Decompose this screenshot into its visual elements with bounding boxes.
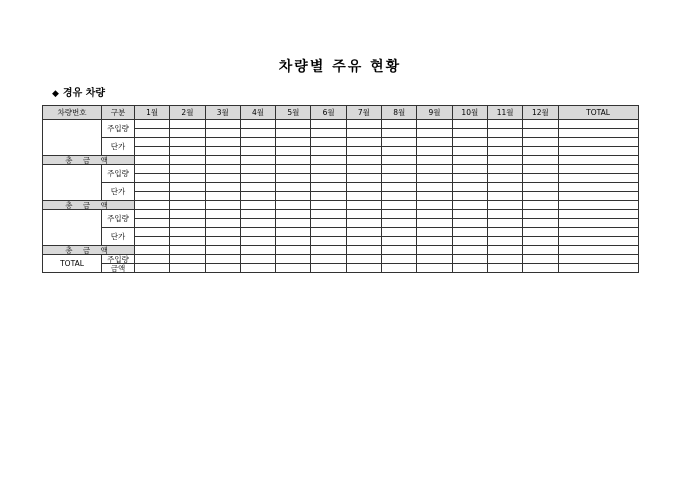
value-cell[interactable] [135, 264, 170, 273]
header-cell: TOTAL [558, 106, 638, 120]
value-cell[interactable] [382, 237, 417, 246]
value-cell[interactable] [558, 264, 638, 273]
value-cell[interactable] [523, 237, 558, 246]
value-cell[interactable] [205, 210, 240, 219]
value-cell[interactable] [417, 120, 452, 129]
value-cell[interactable] [205, 246, 240, 255]
value-cell[interactable] [135, 228, 170, 237]
header-cell: 2월 [170, 106, 205, 120]
value-cell[interactable] [276, 183, 311, 192]
value-cell[interactable] [205, 120, 240, 129]
value-cell[interactable] [276, 174, 311, 183]
header-row [43, 106, 639, 120]
value-cell[interactable] [276, 192, 311, 201]
value-cell[interactable] [276, 201, 311, 210]
value-cell[interactable] [135, 210, 170, 219]
value-cell[interactable] [276, 147, 311, 156]
value-cell[interactable] [311, 138, 346, 147]
value-cell[interactable] [170, 264, 205, 273]
value-cell[interactable] [487, 246, 522, 255]
value-cell[interactable] [170, 138, 205, 147]
value-cell[interactable] [523, 192, 558, 201]
value-cell[interactable] [523, 147, 558, 156]
header-cell: 7월 [346, 106, 381, 120]
value-cell[interactable] [276, 246, 311, 255]
value-cell[interactable] [487, 147, 522, 156]
value-cell[interactable] [170, 147, 205, 156]
header-cell: 4월 [240, 106, 275, 120]
value-cell[interactable] [135, 129, 170, 138]
value-cell[interactable] [205, 174, 240, 183]
value-cell[interactable] [417, 255, 452, 264]
table-row [43, 120, 639, 129]
quantity-label: 주입량 [102, 210, 135, 228]
value-cell[interactable] [382, 219, 417, 228]
value-cell[interactable] [346, 165, 381, 174]
value-cell[interactable] [452, 174, 487, 183]
value-cell[interactable] [558, 156, 638, 165]
value-cell[interactable] [487, 264, 522, 273]
value-cell[interactable] [240, 237, 275, 246]
value-cell[interactable] [205, 201, 240, 210]
value-cell[interactable] [240, 120, 275, 129]
value-cell[interactable] [558, 129, 638, 138]
value-cell[interactable] [205, 219, 240, 228]
value-cell[interactable] [558, 147, 638, 156]
value-cell[interactable] [311, 183, 346, 192]
value-cell[interactable] [276, 219, 311, 228]
value-cell[interactable] [205, 192, 240, 201]
value-cell[interactable] [558, 219, 638, 228]
value-cell[interactable] [311, 210, 346, 219]
value-cell[interactable] [346, 174, 381, 183]
header-cell: 1월 [135, 106, 170, 120]
value-cell[interactable] [135, 183, 170, 192]
value-cell[interactable] [558, 183, 638, 192]
value-cell[interactable] [382, 246, 417, 255]
value-cell[interactable] [523, 264, 558, 273]
value-cell[interactable] [170, 192, 205, 201]
value-cell[interactable] [523, 219, 558, 228]
table-row [43, 201, 639, 210]
value-cell[interactable] [205, 147, 240, 156]
value-cell[interactable] [276, 138, 311, 147]
value-cell[interactable] [558, 174, 638, 183]
section-label: 경유 차량 [62, 88, 106, 99]
vehicle-number-cell[interactable] [43, 120, 102, 156]
value-cell[interactable] [417, 219, 452, 228]
value-cell[interactable] [346, 264, 381, 273]
value-cell[interactable] [487, 183, 522, 192]
value-cell[interactable] [311, 255, 346, 264]
value-cell[interactable] [240, 156, 275, 165]
value-cell[interactable] [240, 219, 275, 228]
value-cell[interactable] [240, 138, 275, 147]
value-cell[interactable] [382, 129, 417, 138]
value-cell[interactable] [558, 201, 638, 210]
value-cell[interactable] [135, 138, 170, 147]
value-cell[interactable] [205, 228, 240, 237]
grand-total-label: TOTAL [43, 255, 102, 273]
value-cell[interactable] [170, 237, 205, 246]
value-cell[interactable] [417, 210, 452, 219]
value-cell[interactable] [417, 237, 452, 246]
value-cell[interactable] [417, 156, 452, 165]
value-cell[interactable] [382, 174, 417, 183]
quantity-label: 주입량 [102, 120, 135, 138]
value-cell[interactable] [487, 255, 522, 264]
value-cell[interactable] [417, 183, 452, 192]
value-cell[interactable] [417, 201, 452, 210]
value-cell[interactable] [382, 192, 417, 201]
value-cell[interactable] [452, 237, 487, 246]
value-cell[interactable] [382, 201, 417, 210]
value-cell[interactable] [346, 219, 381, 228]
value-cell[interactable] [382, 120, 417, 129]
value-cell[interactable] [382, 138, 417, 147]
value-cell[interactable] [452, 219, 487, 228]
header-cell: 차량번호 [43, 106, 102, 120]
value-cell[interactable] [523, 174, 558, 183]
value-cell[interactable] [311, 228, 346, 237]
value-cell[interactable] [346, 210, 381, 219]
table-row [43, 210, 639, 219]
value-cell[interactable] [170, 174, 205, 183]
value-cell[interactable] [558, 228, 638, 237]
value-cell[interactable] [382, 264, 417, 273]
value-cell[interactable] [205, 264, 240, 273]
value-cell[interactable] [170, 165, 205, 174]
value-cell[interactable] [170, 255, 205, 264]
value-cell[interactable] [135, 201, 170, 210]
header-cell: 구분 [102, 106, 135, 120]
value-cell[interactable] [417, 147, 452, 156]
value-cell[interactable] [135, 147, 170, 156]
value-cell[interactable] [311, 147, 346, 156]
unit-price-label: 단가 [102, 138, 135, 156]
value-cell[interactable] [558, 120, 638, 129]
quantity-label: 주입량 [102, 165, 135, 183]
value-cell[interactable] [311, 174, 346, 183]
value-cell[interactable] [487, 138, 522, 147]
header-cell: 10월 [452, 106, 487, 120]
value-cell[interactable] [417, 165, 452, 174]
value-cell[interactable] [170, 219, 205, 228]
value-cell[interactable] [417, 228, 452, 237]
vehicle-number-cell[interactable] [43, 165, 102, 201]
value-cell[interactable] [135, 237, 170, 246]
value-cell[interactable] [452, 129, 487, 138]
table-row [43, 255, 639, 264]
value-cell[interactable] [170, 201, 205, 210]
value-cell[interactable] [205, 165, 240, 174]
value-cell[interactable] [382, 210, 417, 219]
value-cell[interactable] [205, 183, 240, 192]
value-cell[interactable] [558, 210, 638, 219]
header-cell: 5월 [276, 106, 311, 120]
value-cell[interactable] [382, 255, 417, 264]
value-cell[interactable] [276, 228, 311, 237]
value-cell[interactable] [311, 264, 346, 273]
value-cell[interactable] [240, 246, 275, 255]
value-cell[interactable] [346, 156, 381, 165]
value-cell[interactable] [170, 120, 205, 129]
value-cell[interactable] [346, 192, 381, 201]
value-cell[interactable] [240, 165, 275, 174]
value-cell[interactable] [135, 255, 170, 264]
value-cell[interactable] [523, 138, 558, 147]
value-cell[interactable] [452, 120, 487, 129]
value-cell[interactable] [452, 147, 487, 156]
value-cell[interactable] [240, 174, 275, 183]
table-row [43, 264, 639, 273]
table-row [43, 228, 639, 237]
table-row [43, 183, 639, 192]
value-cell[interactable] [558, 255, 638, 264]
value-cell[interactable] [311, 165, 346, 174]
value-cell[interactable] [523, 210, 558, 219]
value-cell[interactable] [240, 183, 275, 192]
header-cell: 6월 [311, 106, 346, 120]
header-cell: 9월 [417, 106, 452, 120]
value-cell[interactable] [558, 138, 638, 147]
value-cell[interactable] [346, 129, 381, 138]
value-cell[interactable] [170, 228, 205, 237]
value-cell[interactable] [523, 201, 558, 210]
table-row [43, 156, 639, 165]
value-cell[interactable] [135, 174, 170, 183]
value-cell[interactable] [170, 156, 205, 165]
summary-quantity-label: 주입량 [102, 255, 135, 264]
value-cell[interactable] [205, 156, 240, 165]
value-cell[interactable] [240, 129, 275, 138]
value-cell[interactable] [452, 183, 487, 192]
value-cell[interactable] [135, 156, 170, 165]
value-cell[interactable] [382, 183, 417, 192]
value-cell[interactable] [487, 174, 522, 183]
value-cell[interactable] [276, 237, 311, 246]
value-cell[interactable] [558, 246, 638, 255]
value-cell[interactable] [311, 237, 346, 246]
value-cell[interactable] [170, 246, 205, 255]
value-cell[interactable] [240, 255, 275, 264]
value-cell[interactable] [487, 120, 522, 129]
value-cell[interactable] [346, 228, 381, 237]
value-cell[interactable] [205, 138, 240, 147]
value-cell[interactable] [240, 201, 275, 210]
value-cell[interactable] [417, 138, 452, 147]
diamond-bullet-icon: ◆ [52, 89, 59, 99]
value-cell[interactable] [487, 201, 522, 210]
value-cell[interactable] [487, 228, 522, 237]
value-cell[interactable] [135, 219, 170, 228]
value-cell[interactable] [311, 156, 346, 165]
vehicle-number-cell[interactable] [43, 210, 102, 246]
total-amount-label: 총 금 액 [43, 246, 135, 255]
value-cell[interactable] [487, 237, 522, 246]
value-cell[interactable] [487, 156, 522, 165]
value-cell[interactable] [487, 165, 522, 174]
value-cell[interactable] [487, 192, 522, 201]
value-cell[interactable] [276, 129, 311, 138]
value-cell[interactable] [170, 183, 205, 192]
fuel-status-table [42, 105, 639, 273]
value-cell[interactable] [452, 156, 487, 165]
value-cell[interactable] [417, 264, 452, 273]
value-cell[interactable] [487, 219, 522, 228]
value-cell[interactable] [346, 255, 381, 264]
value-cell[interactable] [558, 192, 638, 201]
value-cell[interactable] [135, 192, 170, 201]
value-cell[interactable] [487, 210, 522, 219]
value-cell[interactable] [311, 192, 346, 201]
value-cell[interactable] [205, 129, 240, 138]
value-cell[interactable] [452, 138, 487, 147]
value-cell[interactable] [452, 246, 487, 255]
header-cell: 12월 [523, 106, 558, 120]
value-cell[interactable] [346, 120, 381, 129]
value-cell[interactable] [240, 264, 275, 273]
value-cell[interactable] [452, 201, 487, 210]
value-cell[interactable] [523, 129, 558, 138]
value-cell[interactable] [346, 237, 381, 246]
value-cell[interactable] [205, 255, 240, 264]
table-row [43, 246, 639, 255]
value-cell[interactable] [135, 165, 170, 174]
value-cell[interactable] [417, 174, 452, 183]
value-cell[interactable] [523, 255, 558, 264]
value-cell[interactable] [417, 246, 452, 255]
value-cell[interactable] [558, 165, 638, 174]
summary-amount-label: 금액 [102, 264, 135, 273]
value-cell[interactable] [276, 120, 311, 129]
value-cell[interactable] [276, 264, 311, 273]
value-cell[interactable] [346, 201, 381, 210]
value-cell[interactable] [240, 147, 275, 156]
unit-price-label: 단가 [102, 183, 135, 201]
page-title: 차량별 주유 현황 [278, 59, 402, 75]
value-cell[interactable] [240, 228, 275, 237]
total-amount-label: 총 금 액 [43, 201, 135, 210]
value-cell[interactable] [240, 210, 275, 219]
value-cell[interactable] [523, 228, 558, 237]
value-cell[interactable] [346, 147, 381, 156]
value-cell[interactable] [523, 165, 558, 174]
value-cell[interactable] [311, 246, 346, 255]
header-cell: 3월 [205, 106, 240, 120]
value-cell[interactable] [276, 210, 311, 219]
header-cell: 8월 [382, 106, 417, 120]
value-cell[interactable] [452, 228, 487, 237]
value-cell[interactable] [135, 120, 170, 129]
value-cell[interactable] [452, 210, 487, 219]
value-cell[interactable] [382, 228, 417, 237]
value-cell[interactable] [311, 120, 346, 129]
value-cell[interactable] [276, 255, 311, 264]
value-cell[interactable] [346, 138, 381, 147]
value-cell[interactable] [452, 255, 487, 264]
section-heading [52, 84, 105, 99]
value-cell[interactable] [417, 192, 452, 201]
value-cell[interactable] [523, 156, 558, 165]
value-cell[interactable] [276, 165, 311, 174]
value-cell[interactable] [170, 210, 205, 219]
value-cell[interactable] [346, 183, 381, 192]
value-cell[interactable] [170, 129, 205, 138]
table-row [43, 165, 639, 174]
value-cell[interactable] [558, 237, 638, 246]
value-cell[interactable] [487, 129, 522, 138]
value-cell[interactable] [417, 129, 452, 138]
value-cell[interactable] [311, 129, 346, 138]
value-cell[interactable] [311, 219, 346, 228]
value-cell[interactable] [523, 120, 558, 129]
value-cell[interactable] [276, 156, 311, 165]
header-cell: 11월 [487, 106, 522, 120]
value-cell[interactable] [135, 246, 170, 255]
value-cell[interactable] [452, 264, 487, 273]
value-cell[interactable] [382, 147, 417, 156]
value-cell[interactable] [452, 165, 487, 174]
value-cell[interactable] [523, 246, 558, 255]
total-amount-label: 총 금 액 [43, 156, 135, 165]
value-cell[interactable] [240, 192, 275, 201]
table-row [43, 138, 639, 147]
value-cell[interactable] [205, 237, 240, 246]
value-cell[interactable] [382, 156, 417, 165]
value-cell[interactable] [346, 246, 381, 255]
value-cell[interactable] [311, 201, 346, 210]
value-cell[interactable] [382, 165, 417, 174]
unit-price-label: 단가 [102, 228, 135, 246]
value-cell[interactable] [523, 183, 558, 192]
value-cell[interactable] [452, 192, 487, 201]
